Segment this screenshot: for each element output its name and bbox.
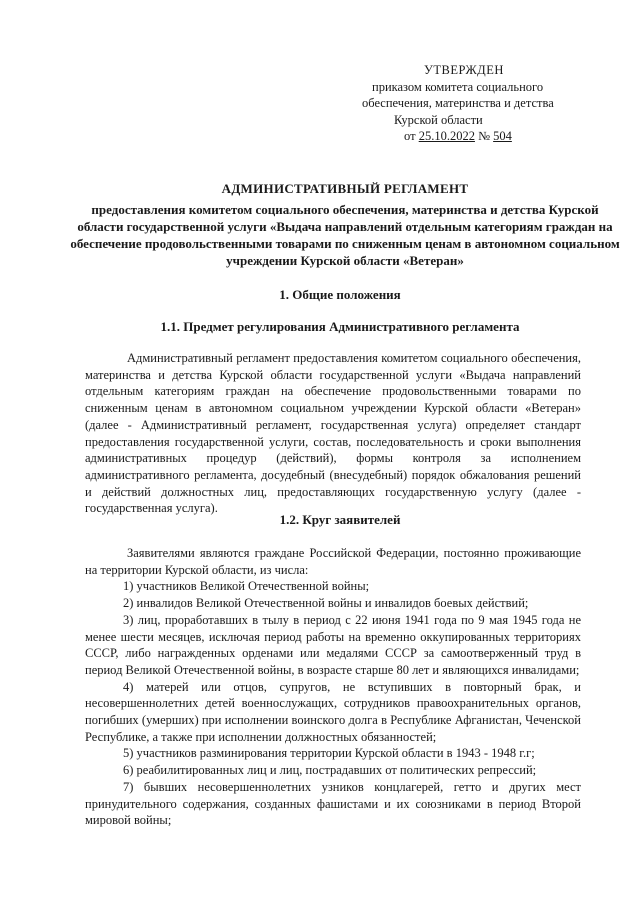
approval-block [362, 62, 612, 145]
approval-line-1: приказом комитета социального [372, 79, 544, 94]
section-1-1-body [85, 350, 581, 517]
section-1-1-title: 1.1. Предмет регулирования Административного регламента [160, 319, 520, 334]
list-item: 6) реабилитированных лиц и лиц, пострадавших от политических репрессий; [123, 763, 537, 778]
section-1-1-paragraph: Административный регламент предоставления комитетом социального обеспечения, материнства и детства Курской области государственной услуги «Выдача направлений отдельным категориям граждан на обеспечение продовольственными товарами по сниженным ценам в автономном социальном учреждении Курской области «Ветеран» (далее - Административный регламент, государственная услуга) определяет стандарт предоставления государственной услуги, состав, последовательность и сроки выполнения административных процедур (действий), формы контроля за исполнением административного регламента, досудебный (внесудебный) порядок обжалования решений и действий должностных лиц, предоставляющих государственную услугу (далее - государственная услуга). [85, 351, 581, 516]
list-item: 3) лиц, проработавших в тылу в период с 22 июня 1941 года по 9 мая 1945 года не менее шести месяцев, исключая период работы на временно оккупированных территориях СССР, либо награжденных орденами или медалями СССР за самоотверженный труд в период Великой Отечественной войны, в возрасте старше 80 лет и являющихся инвалидами; [85, 612, 581, 677]
approval-date-line [362, 128, 612, 145]
approval-number: 504 [493, 129, 512, 143]
document-title: АДМИНИСТРАТИВНЫЙ РЕГЛАМЕНТ [221, 181, 469, 196]
list-item: 5) участников разминирования территории Курской области в 1943 - 1948 г.г; [123, 746, 535, 761]
document-subtitle: предоставления комитетом социального обеспечения, материнства и детства Курской области государственной услуги «Выдача направлений отдельным категориям граждан на обеспечение продовольственными товарами по сниженным ценам в автономном социальном учреждении Курской области «Ветеран» [70, 202, 620, 268]
list-item: 7) бывших несовершеннолетних узников концлагерей, гетто и других мест принудительного содержания, созданных фашистами и их союзниками в период Второй мировой войны; [85, 779, 581, 828]
approval-line-3: Курской области [394, 112, 483, 127]
section-1-2-intro: Заявителями являются граждане Российской Федерации, постоянно проживающие на территории Курской области, из числа: [85, 546, 581, 577]
list-item: 1) участников Великой Отечественной войны; [123, 579, 370, 594]
section-1-2-title: 1.2. Круг заявителей [279, 512, 401, 527]
approval-date-prefix: от [404, 129, 416, 143]
document-heading [70, 180, 620, 269]
list-item: 2) инвалидов Великой Отечественной войны и инвалидов боевых действий; [123, 596, 529, 611]
list-item: 4) матерей или отцов, супругов, не вступивших в повторный брак, и несовершеннолетних детей военнослужащих, сотрудников правоохранительных органов, погибших (умерших) при исполнении воинского долга в Республике Афганистан, Чеченской Республике, а также при исполнении должностных обязанностей; [85, 679, 581, 744]
section-1-2-body [85, 545, 581, 829]
approval-date: 25.10.2022 [418, 129, 475, 143]
approval-number-prefix: № [478, 129, 490, 143]
section-1-title: 1. Общие положения [279, 287, 401, 302]
approval-title: УТВЕРЖДЕН [424, 63, 504, 77]
approval-line-2: обеспечения, материнства и детства [362, 96, 554, 110]
